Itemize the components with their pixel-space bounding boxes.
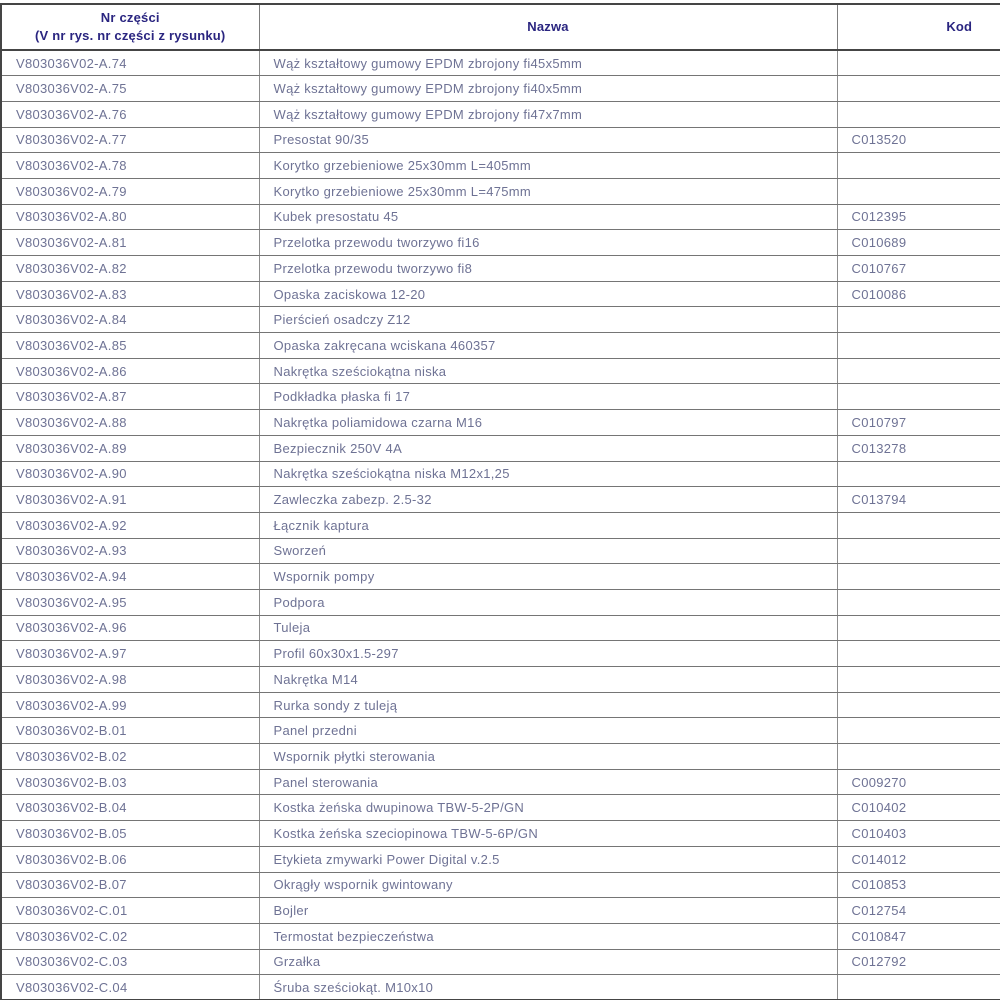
code-cell: C010402 [837,795,1000,821]
part-number-cell: V803036V02-A.87 [1,384,259,410]
table-row [1,76,1000,102]
name-cell: Wąż kształtowy gumowy EPDM zbrojony fi40x5mm [259,76,837,102]
name-cell: Przelotka przewodu tworzywo fi8 [259,256,837,282]
code-cell: C010797 [837,410,1000,436]
table-row [1,821,1000,847]
part-number-cell: V803036V02-C.01 [1,898,259,924]
name-cell: Kubek presostatu 45 [259,204,837,230]
code-cell [837,615,1000,641]
name-cell: Kostka żeńska dwupinowa TBW-5-2P/GN [259,795,837,821]
table-row [1,281,1000,307]
name-cell: Nakrętka M14 [259,667,837,693]
part-number-cell: V803036V02-A.89 [1,435,259,461]
name-cell: Etykieta zmywarki Power Digital v.2.5 [259,846,837,872]
name-cell: Sworzeń [259,538,837,564]
name-cell: Nakrętka poliamidowa czarna M16 [259,410,837,436]
code-cell: C010689 [837,230,1000,256]
code-cell [837,512,1000,538]
table-row [1,487,1000,513]
name-cell: Bojler [259,898,837,924]
name-cell: Pierścień osadczy Z12 [259,307,837,333]
name-cell: Profil 60x30x1.5-297 [259,641,837,667]
part-number-cell: V803036V02-A.78 [1,153,259,179]
code-cell [837,384,1000,410]
code-cell: C010403 [837,821,1000,847]
table-header [1,4,1000,50]
name-cell: Korytko grzebieniowe 25x30mm L=405mm [259,153,837,179]
table-row [1,872,1000,898]
part-number-cell: V803036V02-A.98 [1,667,259,693]
name-cell: Podkładka płaska fi 17 [259,384,837,410]
part-number-cell: V803036V02-A.83 [1,281,259,307]
table-row [1,127,1000,153]
table-row [1,153,1000,179]
name-cell: Nakrętka sześciokątna niska M12x1,25 [259,461,837,487]
part-number-cell: V803036V02-B.07 [1,872,259,898]
name-cell: Podpora [259,589,837,615]
table-row [1,846,1000,872]
code-cell [837,641,1000,667]
code-cell [837,538,1000,564]
name-cell: Wspornik pompy [259,564,837,590]
part-number-cell: V803036V02-A.85 [1,333,259,359]
code-cell: C010767 [837,256,1000,282]
name-cell: Termostat bezpieczeństwa [259,923,837,949]
column-header-part-number-line1: Nr części [100,10,160,26]
name-cell: Kostka żeńska szeciopinowa TBW-5-6P/GN [259,821,837,847]
code-cell: C010853 [837,872,1000,898]
code-cell [837,50,1000,76]
name-cell: Presostat 90/35 [259,127,837,153]
code-cell [837,692,1000,718]
code-cell: C012395 [837,204,1000,230]
table-row [1,230,1000,256]
column-header-part-number [1,4,259,50]
part-number-cell: V803036V02-C.03 [1,949,259,975]
name-cell: Przelotka przewodu tworzywo fi16 [259,230,837,256]
table-row [1,718,1000,744]
code-cell [837,461,1000,487]
code-cell: C009270 [837,769,1000,795]
table-row [1,923,1000,949]
part-number-cell: V803036V02-A.86 [1,358,259,384]
name-cell: Okrągły wspornik gwintowany [259,872,837,898]
name-cell: Tuleja [259,615,837,641]
table-row [1,50,1000,76]
code-cell [837,564,1000,590]
table-row [1,975,1000,1000]
code-cell: C010847 [837,923,1000,949]
table-row [1,538,1000,564]
code-cell [837,975,1000,1000]
table-row [1,589,1000,615]
code-cell [837,178,1000,204]
part-number-cell: V803036V02-A.94 [1,564,259,590]
part-number-cell: V803036V02-A.76 [1,101,259,127]
part-number-cell: V803036V02-A.88 [1,410,259,436]
code-cell [837,589,1000,615]
code-cell [837,667,1000,693]
table-row [1,641,1000,667]
name-cell: Opaska zakręcana wciskana 460357 [259,333,837,359]
part-number-cell: V803036V02-A.79 [1,178,259,204]
name-cell: Wspornik płytki sterowania [259,744,837,770]
code-cell: C013520 [837,127,1000,153]
table-row [1,410,1000,436]
table-row [1,256,1000,282]
name-cell: Śruba sześciokąt. M10x10 [259,975,837,1000]
parts-table-body [1,50,1000,1000]
table-row [1,461,1000,487]
table-row [1,769,1000,795]
name-cell: Opaska zaciskowa 12-20 [259,281,837,307]
table-row [1,204,1000,230]
part-number-cell: V803036V02-A.95 [1,589,259,615]
table-row [1,615,1000,641]
table-row [1,692,1000,718]
table-row [1,358,1000,384]
part-number-cell: V803036V02-B.03 [1,769,259,795]
part-number-cell: V803036V02-A.93 [1,538,259,564]
part-number-cell: V803036V02-A.90 [1,461,259,487]
table-row [1,744,1000,770]
column-header-part-number-line2: (V nr rys. nr części z rysunku) [35,28,226,43]
table-row [1,178,1000,204]
part-number-cell: V803036V02-A.80 [1,204,259,230]
header-row [1,4,1000,50]
code-cell: C013794 [837,487,1000,513]
name-cell: Łącznik kaptura [259,512,837,538]
part-number-cell: V803036V02-C.02 [1,923,259,949]
table-row [1,512,1000,538]
name-cell: Panel sterowania [259,769,837,795]
table-row [1,898,1000,924]
part-number-cell: V803036V02-A.97 [1,641,259,667]
name-cell: Grzałka [259,949,837,975]
code-cell: C012754 [837,898,1000,924]
code-cell: C012792 [837,949,1000,975]
name-cell: Nakrętka sześciokątna niska [259,358,837,384]
code-cell [837,101,1000,127]
code-cell [837,744,1000,770]
part-number-cell: V803036V02-A.92 [1,512,259,538]
part-number-cell: V803036V02-A.74 [1,50,259,76]
table-row [1,435,1000,461]
part-number-cell: V803036V02-A.91 [1,487,259,513]
part-number-cell: V803036V02-A.81 [1,230,259,256]
table-row [1,307,1000,333]
name-cell: Wąż kształtowy gumowy EPDM zbrojony fi45x5mm [259,50,837,76]
name-cell: Rurka sondy z tuleją [259,692,837,718]
part-number-cell: V803036V02-A.84 [1,307,259,333]
part-number-cell: V803036V02-A.82 [1,256,259,282]
name-cell: Zawleczka zabezp. 2.5-32 [259,487,837,513]
part-number-cell: V803036V02-A.77 [1,127,259,153]
code-cell [837,76,1000,102]
code-cell [837,153,1000,179]
name-cell: Bezpiecznik 250V 4A [259,435,837,461]
part-number-cell: V803036V02-A.96 [1,615,259,641]
part-number-cell: V803036V02-A.99 [1,692,259,718]
code-cell: C014012 [837,846,1000,872]
name-cell: Panel przedni [259,718,837,744]
code-cell [837,333,1000,359]
code-cell [837,307,1000,333]
table-row [1,667,1000,693]
code-cell: C013278 [837,435,1000,461]
name-cell: Wąż kształtowy gumowy EPDM zbrojony fi47x7mm [259,101,837,127]
table-row [1,333,1000,359]
column-header-code: Kod [837,4,1000,50]
table-row [1,564,1000,590]
part-number-cell: V803036V02-B.05 [1,821,259,847]
name-cell: Korytko grzebieniowe 25x30mm L=475mm [259,178,837,204]
table-row [1,101,1000,127]
part-number-cell: V803036V02-B.04 [1,795,259,821]
column-header-name: Nazwa [259,4,837,50]
table-row [1,949,1000,975]
parts-table [0,3,1000,1000]
code-cell [837,718,1000,744]
code-cell [837,358,1000,384]
table-row [1,384,1000,410]
part-number-cell: V803036V02-B.01 [1,718,259,744]
part-number-cell: V803036V02-B.02 [1,744,259,770]
table-row [1,795,1000,821]
part-number-cell: V803036V02-B.06 [1,846,259,872]
part-number-cell: V803036V02-A.75 [1,76,259,102]
code-cell: C010086 [837,281,1000,307]
part-number-cell: V803036V02-C.04 [1,975,259,1000]
